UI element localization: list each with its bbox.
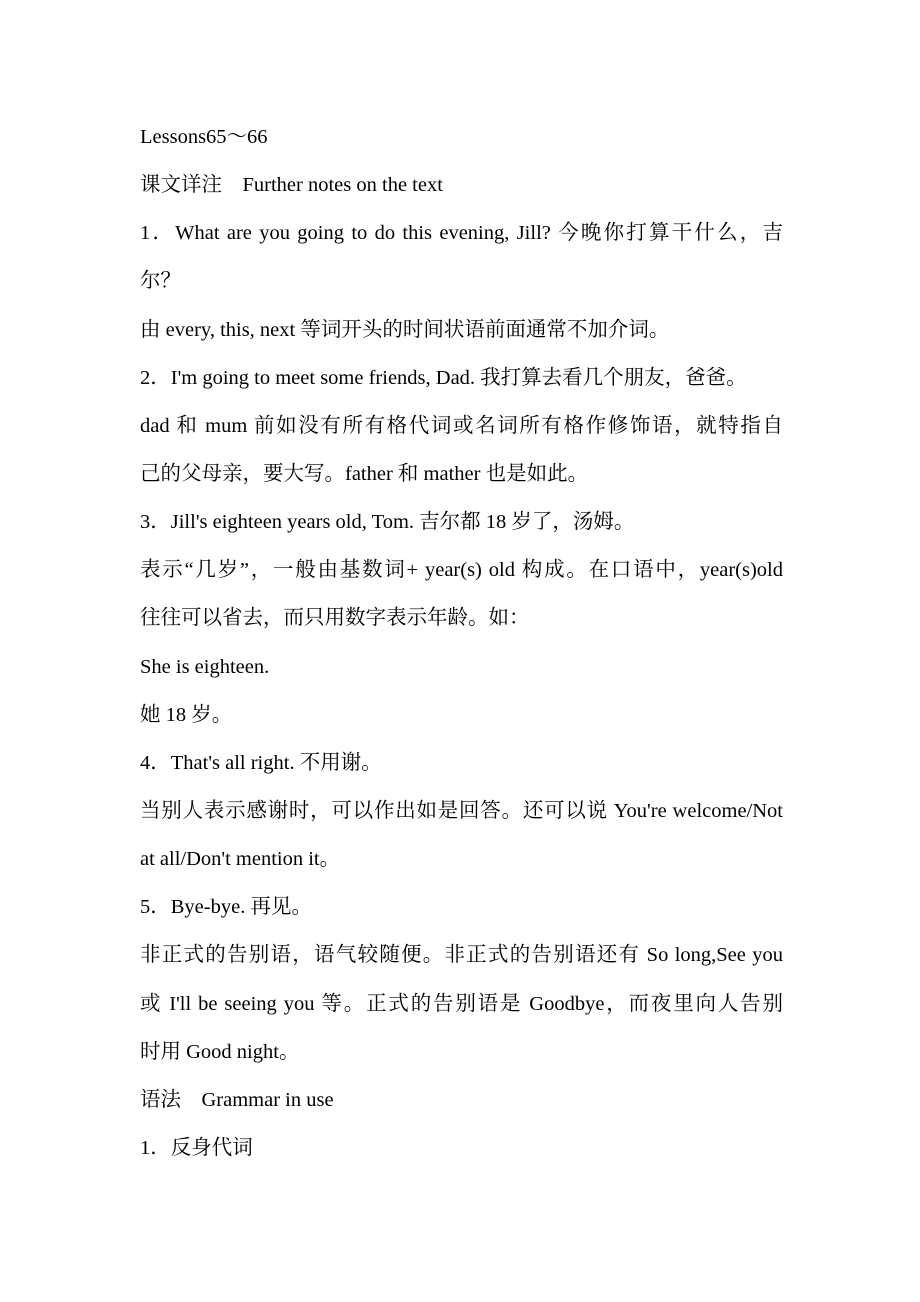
text-line: 由 every, this, next 等词开头的时间状语前面通常不加介词。 (140, 318, 670, 341)
text-line: 时用 Good night。 (140, 1040, 300, 1063)
text-line: She is eighteen. (140, 655, 270, 678)
text-line: 1．What are you going to do this evening, Jill? 今晚你打算干什么，吉 (140, 222, 783, 245)
text-line: 或 I'll be seeing you 等。正式的告别语是 Goodbye，而夜里向人告别 (140, 992, 783, 1015)
text-line: 表示“几岁”，一般由基数词+ year(s) old 构成。在口语中，year(s)old (140, 559, 783, 582)
text-line: 往往可以省去，而只用数字表示年龄。如： (140, 607, 530, 630)
text-line: at all/Don't mention it。 (140, 848, 341, 871)
text-line: 尔？ (140, 270, 181, 293)
text-line: 2．I'm going to meet some friends, Dad. 我打算去看几个朋友，爸爸。 (140, 366, 747, 389)
text-line: 己的父母亲，要大写。father 和 mather 也是如此。 (140, 462, 589, 485)
text-line: 1．反身代词 (140, 1136, 253, 1159)
text-line: 5．Bye-bye. 再见。 (140, 896, 312, 919)
text-line: dad 和 mum 前如没有所有格代词或名词所有格作修饰语，就特指自 (140, 414, 783, 437)
text-line: 3．Jill's eighteen years old, Tom. 吉尔都 18 岁了，汤姆。 (140, 511, 635, 534)
text-line: 当别人表示感谢时，可以作出如是回答。还可以说 You're welcome/Not (140, 799, 783, 822)
document-page (140, 113, 783, 1172)
text-line: 她 18 岁。 (140, 703, 233, 726)
text-line: 4．That's all right. 不用谢。 (140, 751, 382, 774)
lesson-title: Lessons65～66 (140, 126, 268, 148)
section-heading-notes: 课文详注 Further notes on the text (140, 174, 443, 197)
section-heading-grammar: 语法 Grammar in use (140, 1088, 334, 1111)
text-line: 非正式的告别语，语气较随便。非正式的告别语还有 So long,See you (140, 944, 783, 967)
